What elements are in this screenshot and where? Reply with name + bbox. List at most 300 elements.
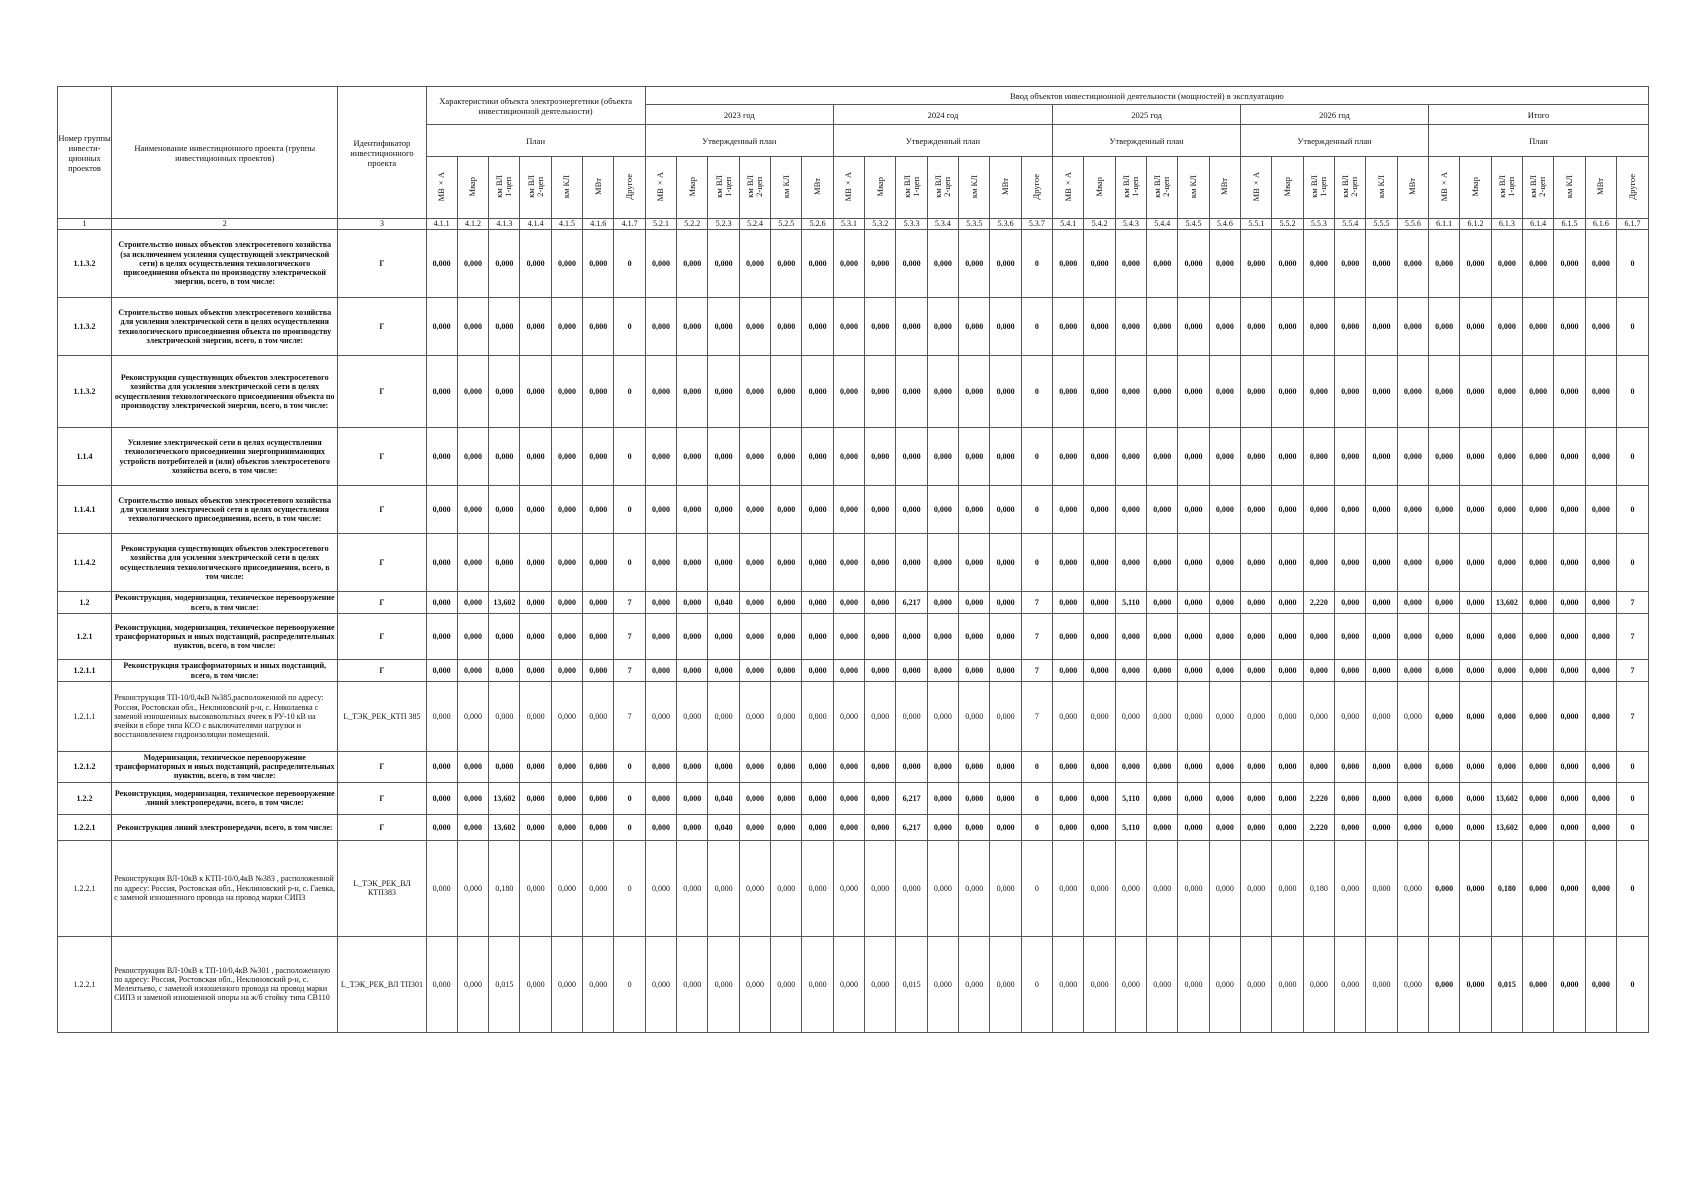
row-value-cell: 0,000 [802, 614, 833, 660]
column-number: 6.1.4 [1523, 219, 1554, 230]
row-value-cell: 0,000 [551, 356, 582, 428]
column-number: 5.5.4 [1335, 219, 1366, 230]
row-value-cell: 0,000 [1397, 534, 1428, 592]
row-value-cell: 0,000 [551, 682, 582, 752]
row-value-cell: 0,000 [1397, 428, 1428, 486]
row-value-cell: 0,000 [1115, 752, 1146, 783]
row-value-cell: 0,000 [1241, 782, 1272, 814]
row-value-cell: 0,000 [1115, 682, 1146, 752]
row-value-cell: 0,000 [1115, 298, 1146, 356]
row-value-cell: 0,000 [1178, 428, 1209, 486]
row-value-cell: 0,000 [583, 814, 614, 840]
row-value-cell: 0,000 [1523, 840, 1554, 936]
row-value-cell: 0,000 [833, 682, 864, 752]
row-value-cell: 0,000 [833, 428, 864, 486]
row-value-cell: 0,000 [1147, 356, 1178, 428]
row-value-cell: 0,000 [1491, 428, 1522, 486]
row-value-cell: 0,000 [1209, 782, 1240, 814]
char-block-header: Характеристики объекта электроэнергетики (объекта инвестиционной деятельности) [426, 87, 645, 125]
row-value-cell: 0,000 [583, 428, 614, 486]
row-value-cell: 0,000 [1209, 486, 1240, 534]
row-value-cell: 0,000 [927, 428, 958, 486]
row-value-cell: 0,000 [1084, 486, 1115, 534]
row-value-cell: 0,000 [1209, 752, 1240, 783]
row-project-id: Г [338, 592, 426, 614]
row-value-cell: 0,180 [1303, 840, 1334, 936]
column-number: 3 [338, 219, 426, 230]
row-value-cell: 0,000 [426, 840, 457, 936]
row-value-cell: 0,000 [1084, 428, 1115, 486]
row-value-cell: 0,000 [1147, 936, 1178, 1032]
row-value-cell: 0,000 [677, 298, 708, 356]
column-number: 5.5.2 [1272, 219, 1303, 230]
table-row [58, 814, 1649, 840]
row-value-cell: 0,000 [489, 682, 520, 752]
row-value-cell: 0,000 [1084, 682, 1115, 752]
row-value-cell: 0,000 [1429, 356, 1460, 428]
row-value-cell: 0,000 [771, 534, 802, 592]
row-value-cell: 0,000 [927, 682, 958, 752]
row-value-cell: 0,000 [1366, 428, 1397, 486]
row-value-cell: 0,000 [1084, 660, 1115, 682]
row-value-cell: 0,000 [489, 534, 520, 592]
unit-label: км ВЛ 1-цеп [1308, 175, 1328, 198]
row-value-cell: 0,000 [1084, 814, 1115, 840]
row-value-cell: 0,000 [489, 230, 520, 298]
row-value-cell: 0,000 [1209, 356, 1240, 428]
row-value-cell: 0,000 [927, 592, 958, 614]
row-value-cell: 0,000 [1429, 614, 1460, 660]
row-value-cell: 0,000 [1523, 782, 1554, 814]
row-project-name: Модернизация, техническое перевооружение трансформаторных и иных подстанций, распределительных пунктов, всего, в том числе: [112, 752, 338, 783]
row-value-cell: 0,000 [1147, 660, 1178, 682]
unit-header-2024-1 [833, 157, 864, 219]
row-value-cell: 0,000 [1241, 298, 1272, 356]
unit-label: км ВЛ 2-цеп [1340, 175, 1360, 198]
row-group-number: 1.1.3.2 [58, 298, 112, 356]
unit-label: км ВЛ 1-цеп [901, 175, 921, 198]
row-value-cell: 0,000 [1272, 660, 1303, 682]
row-value-cell: 0,000 [1554, 682, 1585, 752]
row-value-cell: 0,000 [1178, 356, 1209, 428]
row-value-cell: 0,000 [1397, 814, 1428, 840]
row-value-cell: 0,000 [959, 682, 990, 752]
unit-header-2024-6 [990, 157, 1021, 219]
row-value-cell: 0,000 [865, 534, 896, 592]
row-value-cell: 0,000 [1366, 534, 1397, 592]
row-value-cell: 0 [614, 752, 645, 783]
row-value-cell: 6,217 [896, 814, 927, 840]
row-group-number: 1.1.4.2 [58, 534, 112, 592]
row-value-cell: 0,000 [1241, 840, 1272, 936]
row-value-cell: 0,000 [1178, 298, 1209, 356]
row-value-cell: 0,000 [1303, 752, 1334, 783]
row-value-cell: 0,000 [990, 782, 1021, 814]
unit-header-2026-2 [1272, 157, 1303, 219]
row-value-cell: 0,000 [833, 660, 864, 682]
row-value-cell: 0,000 [990, 428, 1021, 486]
row-value-cell: 0,000 [1303, 682, 1334, 752]
row-value-cell: 0,000 [677, 782, 708, 814]
row-value-cell: 7 [1616, 592, 1648, 614]
row-value-cell: 0,000 [771, 814, 802, 840]
row-project-id: Г [338, 752, 426, 783]
unit-label: МВт [1219, 178, 1230, 195]
row-value-cell: 0,000 [426, 660, 457, 682]
row-value-cell: 0,000 [457, 936, 488, 1032]
row-value-cell: 0,000 [865, 486, 896, 534]
column-number: 6.1.7 [1616, 219, 1648, 230]
row-value-cell: 0,000 [457, 782, 488, 814]
row-value-cell: 0,000 [802, 682, 833, 752]
row-value-cell: 0,000 [551, 936, 582, 1032]
row-value-cell: 0,000 [1523, 936, 1554, 1032]
unit-header-total-2 [1460, 157, 1491, 219]
row-value-cell: 0 [1021, 428, 1052, 486]
row-value-cell: 0,000 [1585, 230, 1616, 298]
table-row [58, 486, 1649, 534]
row-value-cell: 0,000 [457, 614, 488, 660]
row-value-cell: 0,000 [990, 592, 1021, 614]
row-value-cell: 0,000 [1241, 682, 1272, 752]
unit-header-2024-7 [1021, 157, 1052, 219]
row-value-cell: 0,000 [1554, 428, 1585, 486]
unit-label: км ВЛ 2-цеп [932, 175, 952, 198]
table-row [58, 660, 1649, 682]
row-project-name: Усиление электрической сети в целях осуществления технологического присоединения энергопринимающих устройств потребителей и (или) объектов электросетевого хозяйства всего, в том числе: [112, 428, 338, 486]
row-value-cell: 0,000 [426, 534, 457, 592]
approved-plan-header-2025: Утвержденный план [1053, 125, 1241, 157]
row-value-cell: 0,000 [1554, 614, 1585, 660]
row-value-cell: 0,000 [1460, 752, 1491, 783]
row-group-number: 1.2.2.1 [58, 840, 112, 936]
row-value-cell: 0,000 [865, 752, 896, 783]
unit-label: км КЛ [968, 174, 979, 199]
row-value-cell: 0,000 [426, 814, 457, 840]
row-value-cell: 0,000 [520, 814, 551, 840]
row-value-cell: 0,000 [1585, 298, 1616, 356]
row-project-name: Реконструкция линий электропередачи, всего, в том числе: [112, 814, 338, 840]
row-value-cell: 0,000 [426, 752, 457, 783]
row-value-cell: 0 [1616, 356, 1648, 428]
row-value-cell: 0,000 [1460, 486, 1491, 534]
row-value-cell: 0,000 [896, 356, 927, 428]
row-value-cell: 0,000 [1397, 752, 1428, 783]
row-value-cell: 0,000 [1147, 298, 1178, 356]
row-value-cell: 0,000 [457, 230, 488, 298]
unit-label: км КЛ [1376, 174, 1387, 199]
row-value-cell: 0,000 [802, 782, 833, 814]
row-value-cell: 0 [1616, 428, 1648, 486]
row-value-cell: 0,000 [583, 840, 614, 936]
row-value-cell: 0,000 [551, 592, 582, 614]
row-value-cell: 0,000 [1084, 840, 1115, 936]
row-value-cell: 0,000 [833, 592, 864, 614]
row-value-cell: 0,000 [1460, 840, 1491, 936]
row-value-cell: 0,000 [1491, 660, 1522, 682]
row-value-cell: 0,000 [1460, 614, 1491, 660]
row-value-cell: 0,180 [489, 840, 520, 936]
row-value-cell: 0,000 [1303, 534, 1334, 592]
row-value-cell: 0,000 [959, 936, 990, 1032]
row-value-cell: 0,000 [1366, 486, 1397, 534]
row-value-cell: 0,000 [1147, 230, 1178, 298]
row-value-cell: 0,000 [1366, 660, 1397, 682]
column-number: 5.4.1 [1053, 219, 1084, 230]
row-value-cell: 5,110 [1115, 782, 1146, 814]
row-value-cell: 0,000 [739, 486, 770, 534]
year-header-2024: 2024 год [833, 105, 1052, 125]
row-value-cell: 0,000 [1209, 428, 1240, 486]
unit-label: км ВЛ 1-цеп [1120, 175, 1140, 198]
row-value-cell: 0,000 [457, 356, 488, 428]
row-group-number: 1.2.2 [58, 782, 112, 814]
plan-header: План [426, 125, 645, 157]
unit-header-2026-6 [1397, 157, 1428, 219]
row-value-cell: 0,000 [1335, 936, 1366, 1032]
row-value-cell: 0,000 [1272, 592, 1303, 614]
row-value-cell: 0,000 [1084, 230, 1115, 298]
row-value-cell: 0 [614, 936, 645, 1032]
unit-label: МВ×А [436, 171, 447, 202]
row-value-cell: 0,000 [1303, 936, 1334, 1032]
row-value-cell: 2,220 [1303, 814, 1334, 840]
row-value-cell: 0,000 [1272, 230, 1303, 298]
row-value-cell: 0,000 [520, 660, 551, 682]
unit-header-plan-7 [614, 157, 645, 219]
row-value-cell: 0,000 [1460, 936, 1491, 1032]
row-value-cell: 0,000 [833, 298, 864, 356]
row-value-cell: 0,000 [1491, 230, 1522, 298]
row-value-cell: 0,000 [551, 486, 582, 534]
unit-header-total-1 [1429, 157, 1460, 219]
row-value-cell: 0,000 [1241, 486, 1272, 534]
row-value-cell: 0,000 [583, 614, 614, 660]
row-value-cell: 0,000 [990, 752, 1021, 783]
unit-header-total-7 [1616, 157, 1648, 219]
unit-label: Другое [1626, 173, 1637, 200]
row-value-cell: 0,000 [1053, 298, 1084, 356]
row-value-cell: 0,000 [1554, 660, 1585, 682]
row-value-cell: 0,000 [896, 230, 927, 298]
row-value-cell: 0,000 [1147, 592, 1178, 614]
row-value-cell: 0,000 [1429, 534, 1460, 592]
row-value-cell: 0,000 [1209, 814, 1240, 840]
row-value-cell: 0 [614, 840, 645, 936]
row-value-cell: 0,000 [1460, 534, 1491, 592]
row-value-cell: 0,000 [426, 486, 457, 534]
row-value-cell: 0,000 [1241, 614, 1272, 660]
row-value-cell: 0,000 [1397, 782, 1428, 814]
row-value-cell: 0,000 [927, 356, 958, 428]
row-value-cell: 0 [1616, 298, 1648, 356]
row-value-cell: 0,000 [1397, 298, 1428, 356]
row-value-cell: 0,000 [833, 486, 864, 534]
row-value-cell: 0,000 [1585, 936, 1616, 1032]
row-project-name: Реконструкция, модернизация, техническое перевооружение всего, в том числе: [112, 592, 338, 614]
unit-label: Мвар [1470, 176, 1480, 197]
row-value-cell: 0,000 [1460, 298, 1491, 356]
unit-label: км ВЛ 1-цеп [713, 175, 733, 198]
unit-header-2024-5 [959, 157, 990, 219]
row-value-cell: 0,000 [865, 298, 896, 356]
row-value-cell: 0,000 [489, 486, 520, 534]
row-value-cell: 0,000 [1491, 486, 1522, 534]
row-value-cell: 0,000 [896, 682, 927, 752]
row-value-cell: 0,000 [739, 614, 770, 660]
row-value-cell: 0,000 [551, 814, 582, 840]
row-value-cell: 0,000 [1084, 936, 1115, 1032]
row-value-cell: 0,000 [1241, 936, 1272, 1032]
row-value-cell: 0,000 [1429, 752, 1460, 783]
row-value-cell: 0,000 [1303, 298, 1334, 356]
row-value-cell: 0,000 [551, 230, 582, 298]
column-number: 4.1.3 [489, 219, 520, 230]
row-value-cell: 0,000 [1335, 486, 1366, 534]
row-value-cell: 0,000 [865, 428, 896, 486]
row-value-cell: 0,000 [1429, 660, 1460, 682]
row-value-cell: 0,000 [959, 752, 990, 783]
row-value-cell: 0,000 [583, 230, 614, 298]
row-value-cell: 0,000 [1084, 592, 1115, 614]
row-value-cell: 0,000 [1429, 428, 1460, 486]
table-row [58, 682, 1649, 752]
row-value-cell: 0 [1021, 486, 1052, 534]
row-value-cell: 0,000 [990, 682, 1021, 752]
row-value-cell: 0,000 [959, 298, 990, 356]
row-value-cell: 0,000 [990, 814, 1021, 840]
row-value-cell: 0,000 [457, 428, 488, 486]
unit-header-2023-5 [771, 157, 802, 219]
row-value-cell: 0,000 [1272, 486, 1303, 534]
row-project-id: Г [338, 614, 426, 660]
row-value-cell: 0,000 [1523, 298, 1554, 356]
row-group-number: 1.2 [58, 592, 112, 614]
row-value-cell: 0,000 [739, 660, 770, 682]
unit-label: МВ×А [843, 171, 854, 202]
row-value-cell: 0,000 [1147, 782, 1178, 814]
row-value-cell: 0,000 [1084, 356, 1115, 428]
row-value-cell: 0,000 [896, 486, 927, 534]
row-value-cell: 0,000 [802, 230, 833, 298]
row-value-cell: 0,000 [896, 660, 927, 682]
unit-header-2025-4 [1147, 157, 1178, 219]
row-value-cell: 0,000 [1585, 486, 1616, 534]
table-row [58, 428, 1649, 486]
unit-header-plan-3 [489, 157, 520, 219]
row-value-cell: 0,000 [1178, 752, 1209, 783]
row-value-cell: 0,000 [833, 614, 864, 660]
column-number: 4.1.7 [614, 219, 645, 230]
row-value-cell: 0,000 [489, 614, 520, 660]
unit-header-2025-5 [1178, 157, 1209, 219]
unit-header-2026-3 [1303, 157, 1334, 219]
row-group-number: 1.1.3.2 [58, 356, 112, 428]
row-value-cell: 0,000 [771, 660, 802, 682]
row-value-cell: 0,000 [1303, 660, 1334, 682]
row-value-cell: 0,000 [489, 428, 520, 486]
row-value-cell: 0,000 [551, 298, 582, 356]
col-header-group-number: Номер группы инвести-ционных проектов [58, 87, 112, 219]
row-value-cell: 0,000 [865, 230, 896, 298]
row-value-cell: 0,000 [1209, 682, 1240, 752]
row-value-cell: 2,220 [1303, 782, 1334, 814]
row-value-cell: 0,000 [1084, 782, 1115, 814]
row-project-name: Реконструкция существующих объектов электросетевого хозяйства для усиления электрической сети в целях осуществления технологического присоединения объекта по производству электрической энергии, всего, в том числе: [112, 356, 338, 428]
row-value-cell: 0,000 [927, 660, 958, 682]
row-value-cell: 6,217 [896, 782, 927, 814]
unit-label: км ВЛ 2-цеп [1528, 175, 1548, 198]
row-value-cell: 0 [614, 814, 645, 840]
row-value-cell: 5,110 [1115, 814, 1146, 840]
table-row [58, 752, 1649, 783]
row-value-cell: 0,000 [551, 840, 582, 936]
row-value-cell: 0,015 [896, 936, 927, 1032]
plan-header-total: План [1429, 125, 1649, 157]
row-value-cell: 0,000 [1178, 614, 1209, 660]
unit-label: км ВЛ 1-цеп [494, 175, 514, 198]
row-value-cell: 0,000 [1335, 782, 1366, 814]
row-value-cell: 0,000 [1397, 230, 1428, 298]
row-value-cell: 0,000 [1397, 936, 1428, 1032]
unit-header-total-3 [1491, 157, 1522, 219]
row-group-number: 1.1.4.1 [58, 486, 112, 534]
row-value-cell: 0,000 [677, 752, 708, 783]
row-value-cell: 0,000 [1178, 936, 1209, 1032]
unit-header-total-6 [1585, 157, 1616, 219]
column-number: 5.3.7 [1021, 219, 1052, 230]
table-row [58, 614, 1649, 660]
row-value-cell: 0,000 [426, 230, 457, 298]
row-value-cell: 0,000 [1460, 428, 1491, 486]
row-value-cell: 0,000 [1209, 534, 1240, 592]
row-value-cell: 0,000 [739, 356, 770, 428]
unit-label: МВт [1595, 178, 1606, 195]
row-value-cell: 0,000 [739, 230, 770, 298]
row-value-cell: 0 [614, 534, 645, 592]
row-value-cell: 0,015 [1491, 936, 1522, 1032]
row-value-cell: 7 [1616, 682, 1648, 752]
row-value-cell: 0,000 [1429, 840, 1460, 936]
row-value-cell: 0,000 [1554, 534, 1585, 592]
row-value-cell: 6,217 [896, 592, 927, 614]
row-project-id: L_ТЭК_РЕК_КТП 385 [338, 682, 426, 752]
row-value-cell: 0 [614, 356, 645, 428]
row-value-cell: 0,000 [1303, 428, 1334, 486]
row-value-cell: 7 [1021, 614, 1052, 660]
row-value-cell: 0,000 [771, 752, 802, 783]
row-value-cell: 0,000 [1585, 752, 1616, 783]
row-value-cell: 0,000 [1366, 840, 1397, 936]
row-value-cell: 0,000 [990, 614, 1021, 660]
row-value-cell: 0,000 [1053, 614, 1084, 660]
row-value-cell: 0,000 [959, 782, 990, 814]
row-value-cell: 0,000 [1585, 814, 1616, 840]
row-value-cell: 0,000 [771, 356, 802, 428]
row-value-cell: 0,000 [426, 428, 457, 486]
row-value-cell: 0,000 [1209, 592, 1240, 614]
row-value-cell: 0,000 [1554, 840, 1585, 936]
row-value-cell: 0,000 [1178, 814, 1209, 840]
row-value-cell: 0,000 [1147, 814, 1178, 840]
column-number: 5.2.2 [677, 219, 708, 230]
row-value-cell: 0,000 [1491, 752, 1522, 783]
row-value-cell: 0,000 [1272, 814, 1303, 840]
row-value-cell: 0 [1616, 782, 1648, 814]
row-value-cell: 0,000 [1366, 356, 1397, 428]
row-value-cell: 0,000 [457, 840, 488, 936]
row-value-cell: 0,000 [771, 936, 802, 1032]
